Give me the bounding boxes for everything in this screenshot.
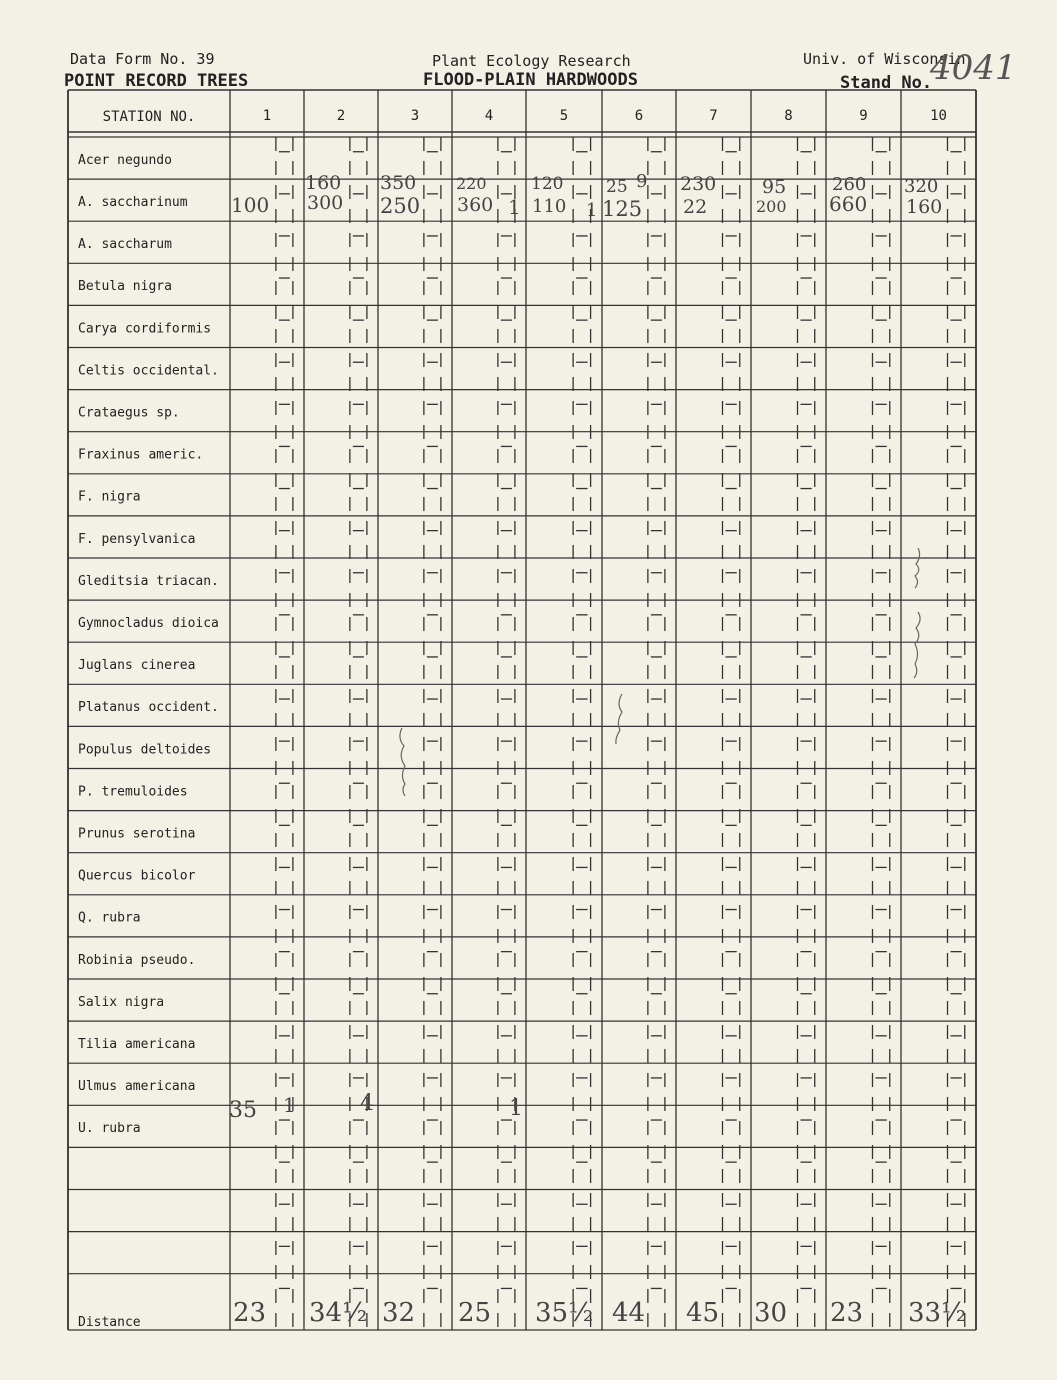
station-number: 6 xyxy=(634,108,644,124)
entry-sacch-s6-b: 9 xyxy=(636,171,648,192)
form-number: Data Form No. 39 xyxy=(70,50,215,68)
entry-sacch-s5-b: 110 xyxy=(532,196,567,217)
species-label: Acer negundo xyxy=(78,152,172,168)
species-label: Quercus bicolor xyxy=(78,868,196,884)
entry-sacch-s10-b: 160 xyxy=(906,196,943,218)
squiggle-col3 xyxy=(400,728,405,796)
species-label: Q. rubra xyxy=(78,910,141,926)
species-label: Celtis occidental. xyxy=(78,363,219,379)
entry-sacch-s2-b: 300 xyxy=(307,192,344,214)
species-label: Tilia americana xyxy=(78,1037,196,1053)
species-label: U. rubra xyxy=(78,1121,141,1137)
entry-ulmus-s1-b: 1 xyxy=(283,1093,296,1117)
entry-sacch-s4-a: 220 xyxy=(456,174,487,193)
station-header: STATION NO. xyxy=(102,109,196,125)
station-number: 5 xyxy=(559,108,569,124)
species-label: A. saccharum xyxy=(78,237,172,253)
entry-sacch-s1: 100 xyxy=(231,193,270,217)
distance-value: 33½ xyxy=(908,1298,967,1328)
species-label: Platanus occident. xyxy=(78,700,219,716)
species-label: Ulmus americana xyxy=(78,1079,196,1095)
entry-sacch-s7-b: 22 xyxy=(683,196,708,218)
station-number: 3 xyxy=(410,108,420,124)
entry-sacch-s7-a: 230 xyxy=(680,173,717,195)
entry-sacch-s4-c: 1 xyxy=(508,195,521,219)
station-numbers xyxy=(263,108,947,124)
entry-sacch-s8-b: 200 xyxy=(756,197,787,216)
distance-value: 35½ xyxy=(535,1298,594,1328)
station-number: 2 xyxy=(336,108,346,124)
entry-sacch-s5-c: 1 xyxy=(586,200,598,221)
distance-values xyxy=(233,1298,966,1328)
entry-sacch-s6-c: 125 xyxy=(602,197,643,221)
species-label: A. saccharinum xyxy=(78,195,188,211)
station-number: 4 xyxy=(484,108,494,124)
entry-sacch-s5-a: 120 xyxy=(531,174,564,194)
distance-value: 25 xyxy=(458,1298,492,1328)
species-labels xyxy=(78,153,219,1136)
species-label: F. pensylvanica xyxy=(78,531,196,547)
entry-sacch-s2-a: 160 xyxy=(305,172,342,194)
entry-sacch-s3-a: 350 xyxy=(380,172,417,194)
species-label: Populus deltoides xyxy=(78,742,212,758)
species-label: Salix nigra xyxy=(78,994,165,1010)
entry-sacch-s10-a: 320 xyxy=(904,176,939,197)
species-label: Crataegus sp. xyxy=(78,405,180,421)
station-number: 1 xyxy=(262,108,272,124)
squiggle-col6 xyxy=(616,694,622,744)
station-number: 10 xyxy=(930,108,947,124)
species-label: Gleditsia triacan. xyxy=(78,573,219,589)
species-label: Juglans cinerea xyxy=(78,658,196,674)
entry-sacch-s6-a: 25 xyxy=(606,177,628,197)
form-title: POINT RECORD TREES xyxy=(64,71,249,91)
distance-label: Distance xyxy=(78,1315,141,1330)
distance-value: 45 xyxy=(686,1298,720,1328)
handwritten-entries xyxy=(229,171,942,1123)
entry-sacch-s9-b: 660 xyxy=(829,192,868,216)
distance-value: 23 xyxy=(830,1298,864,1328)
entry-ulmus-s1-a: 35 xyxy=(229,1098,257,1123)
distance-value: 32 xyxy=(382,1298,416,1328)
distance-value: 30 xyxy=(754,1298,788,1328)
species-label: Carya cordiformis xyxy=(78,321,212,337)
station-number: 8 xyxy=(784,108,793,124)
community-title: FLOOD-PLAIN HARDWOODS xyxy=(423,70,638,90)
station-number: 7 xyxy=(709,108,718,124)
species-label: Gymnocladus dioica xyxy=(78,616,219,632)
distance-value: 44 xyxy=(612,1298,646,1328)
distance-value: 23 xyxy=(233,1298,267,1328)
stand-label: Stand No. xyxy=(840,73,933,93)
university: Univ. of Wisconsin xyxy=(803,50,966,68)
stand-number: 4041 xyxy=(930,48,1017,88)
entry-ulmus-s3: 4 xyxy=(360,1091,374,1116)
squiggle-col10-b xyxy=(914,612,920,678)
distance-value: 34½ xyxy=(309,1298,368,1328)
scribble-marks xyxy=(400,548,920,796)
entry-sacch-s9-a: 260 xyxy=(832,174,867,195)
entry-sacch-s4-b: 360 xyxy=(457,194,494,216)
entry-ulmus-s4: 1 xyxy=(509,1096,523,1121)
squiggle-col10-a xyxy=(915,548,920,588)
entry-sacch-s8-a: 95 xyxy=(762,176,787,198)
species-label: Prunus serotina xyxy=(78,826,196,842)
species-label: F. nigra xyxy=(78,489,141,505)
species-label: Betula nigra xyxy=(78,279,172,295)
station-number: 9 xyxy=(859,108,868,124)
entry-sacch-s3-b: 250 xyxy=(380,194,421,218)
species-label: P. tremuloides xyxy=(78,784,188,800)
organization: Plant Ecology Research xyxy=(432,52,631,70)
species-label: Fraxinus americ. xyxy=(78,447,204,463)
species-label: Robinia pseudo. xyxy=(78,952,196,968)
